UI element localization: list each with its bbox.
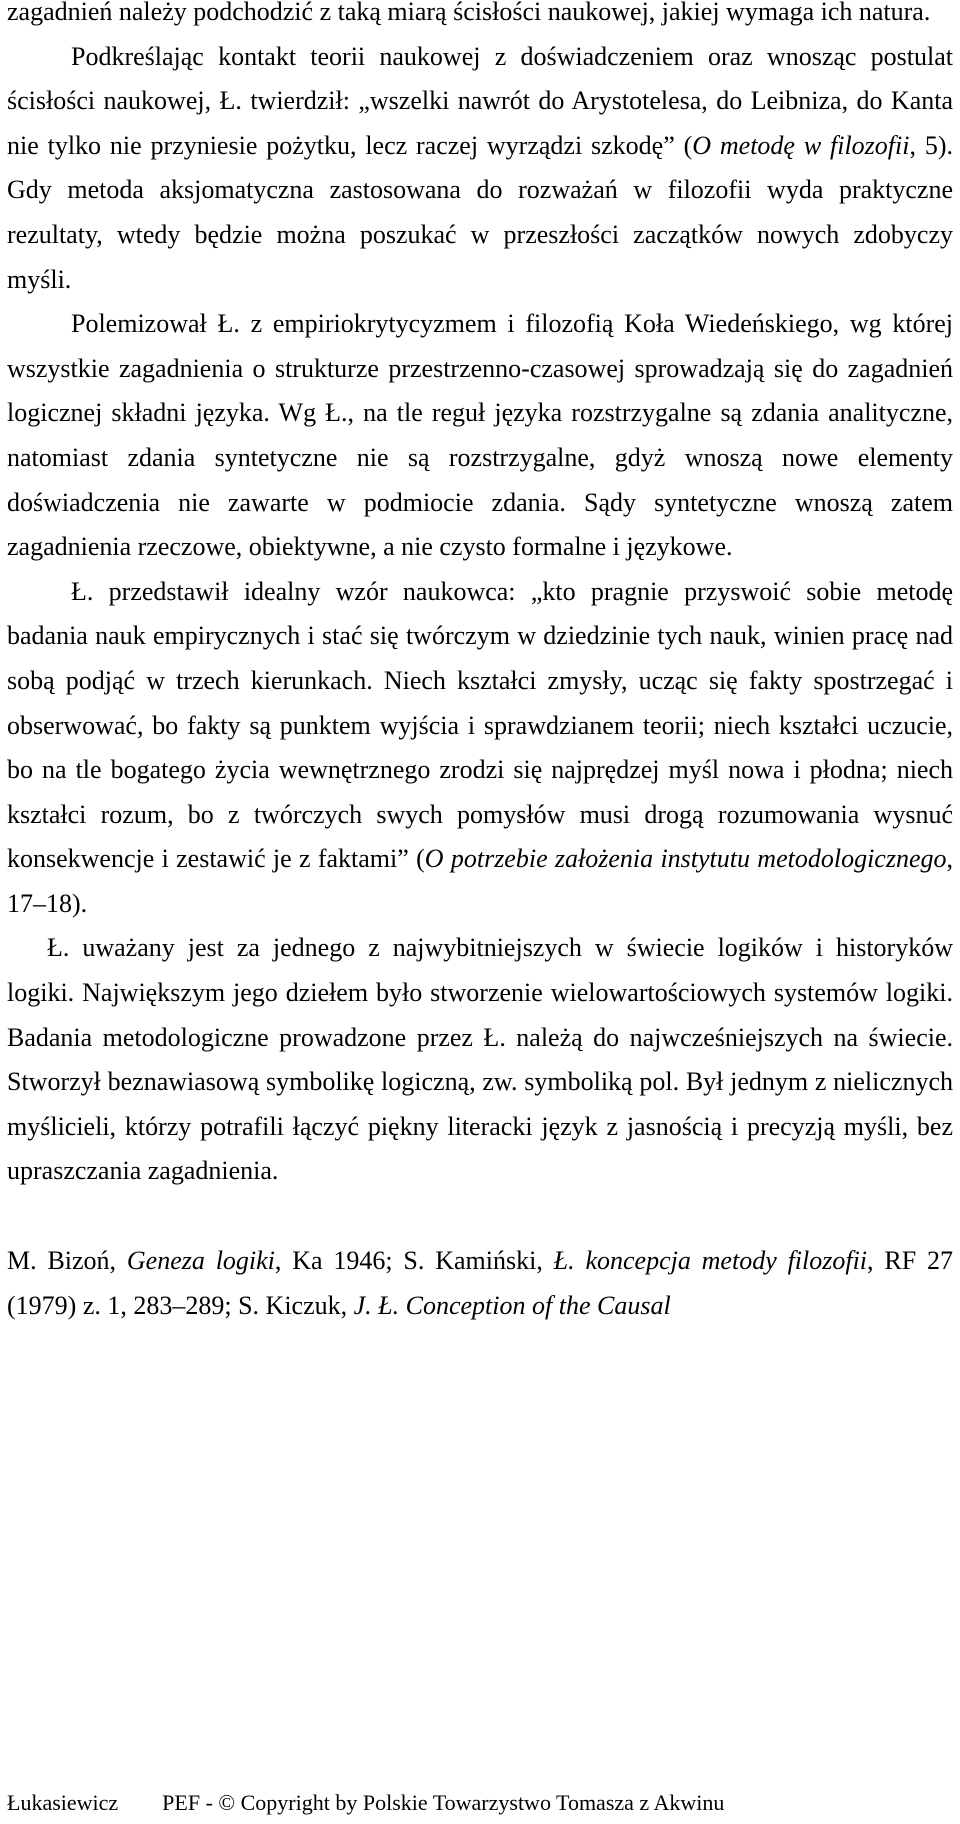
paragraph <box>7 35 953 303</box>
section-spacer <box>7 1194 953 1239</box>
italic-title: J. Ł. Conception of the Causal <box>353 1290 671 1320</box>
text-run: , 5). Gdy metoda aksjomatyczna zastosowana do rozważań w filozofii wyda praktyczne rezultaty, wtedy będzie można poszukać w przeszłości zaczątków nowych zdobyczy myśli. <box>7 130 953 294</box>
page-footer <box>7 1788 953 1818</box>
text-run: zagadnień należy podchodzić z taką miarą ścisłości naukowej, jakiej wymaga ich natura. <box>7 0 931 26</box>
text-run: Ł. przedstawił idealny wzór naukowca: „kto pragnie przyswoić sobie metodę badania nauk empirycznych i stać się twórczym w dziedzinie tych nauk, winien pracę nad sobą podjąć w trzech kierunkach. Niech kształci zmysły, ucząc się fakty spostrzegać i obserwować, bo fakty są punktem wyjścia i sprawdzianem teorii; niech kształci uczucie, bo na tle bogatego życia wewnętrznego zrodzi się najprędzej myśl nowa i płodna; niech kształci rozum, bo z twórczych swych pomysłów musi drogą rozumowania wysnuć konsekwencje i zestawić je z faktami” ( <box>7 576 953 874</box>
text-run: Polemizował Ł. z empiriokrytycyzmem i filozofią Koła Wiedeńskiego, wg której wszystkie zagadnienia o strukturze przestrzenno-czasowej sprowadzają się do zagadnień logicznej składni języka. Wg Ł., na tle reguł języka rozstrzygalne są zdania analityczne, natomiast zdania syntetyczne nie są rozstrzygalne, gdyż wnoszą nowe elementy doświadczenia nie zawarte w podmiocie zdania. Sądy syntetyczne wnoszą zatem zagadnienia rzeczowe, obiektywne, a nie czysto formalne i językowe. <box>7 309 953 562</box>
text-run: Ł. uważany jest za jednego z najwybitniejszych w świecie logików i historyków logiki. Największym jego dziełem było stworzenie wielowartościowych systemów logiki. Badania metodologiczne prowadzone przez Ł. należą do najwcześniejszych na świecie. Stworzył beznawiasową symbolikę logiczną, zw. symboliką pol. Był jednym z nielicznych myślicieli, którzy potrafili łączyć piękny literacki język z jasnością i precyzją myśli, bez upraszczania zagadnienia. <box>7 933 953 1186</box>
paragraph <box>7 926 953 1194</box>
paragraph <box>7 570 953 927</box>
text-run: , RF 27 (1979) z. 1, 283–289; S. Kiczuk, <box>7 1246 953 1320</box>
italic-title: Geneza logiki <box>126 1246 275 1276</box>
text-run: , 17–18). <box>7 844 953 918</box>
paragraph <box>7 302 953 570</box>
text-run: M. Bizoń, <box>7 1246 127 1276</box>
document-page <box>7 0 953 1328</box>
paragraph <box>7 0 953 35</box>
text-run: Podkreślając kontakt teorii naukowej z doświadczeniem oraz wnosząc postulat ścisłości naukowej, Ł. twierdził: „wszelki nawrót do Arystotelesa, do Leibniza, do Kanta nie tylko nie przyniesie pożytku, lecz raczej wyrządzi szkodę” ( <box>7 41 953 160</box>
bibliography <box>7 1239 953 1328</box>
text-run: , Ka 1946; S. Kamiński, <box>274 1246 554 1276</box>
italic-title: Ł. koncepcja metody filozofii <box>553 1246 868 1276</box>
italic-title: O metodę w filozofii <box>692 130 910 160</box>
italic-title: O potrzebie założenia instytutu metodologicznego <box>424 844 947 874</box>
footer-copyright: PEF - © Copyright by Polskie Towarzystwo Tomasza z Akwinu <box>162 1790 725 1815</box>
footer-author: Łukasiewicz <box>7 1790 119 1815</box>
